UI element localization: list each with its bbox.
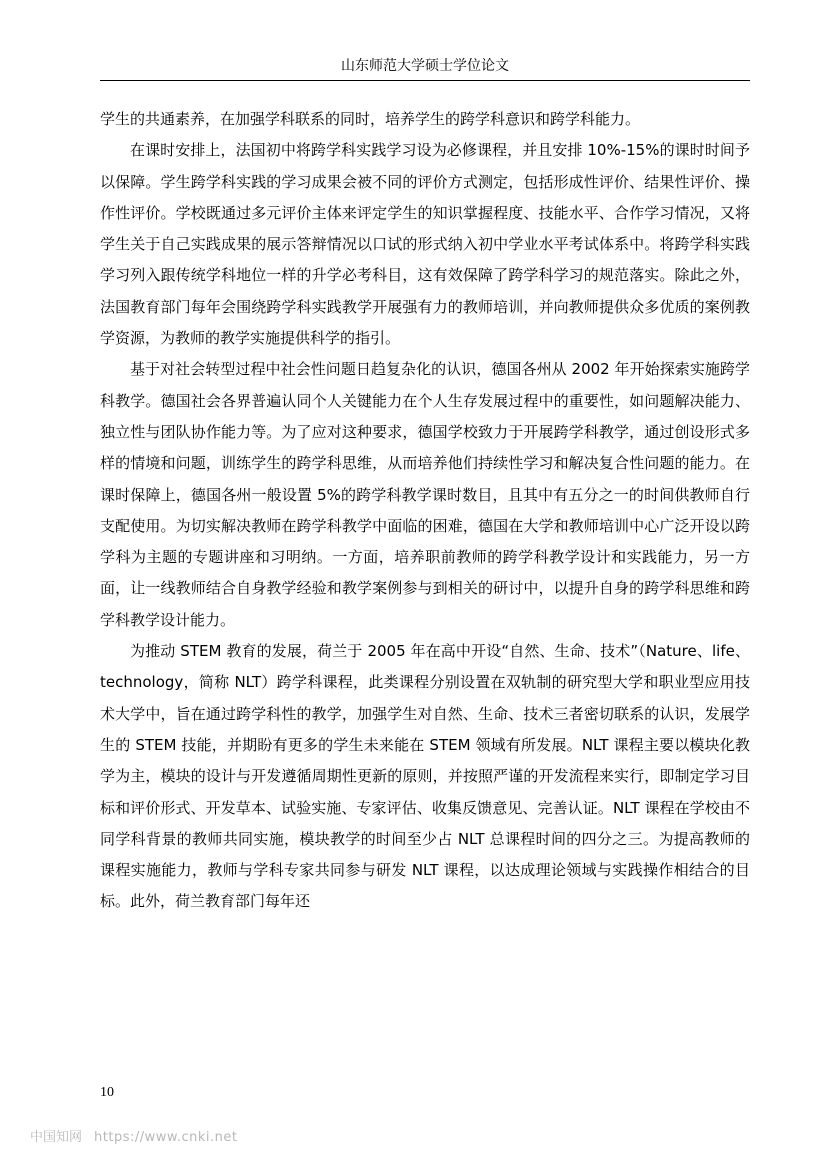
watermark-url: https://www.cnki.net (94, 1130, 238, 1145)
running-title: 山东师范大学硕士学位论文 (341, 58, 509, 74)
page-number: 10 (100, 1085, 114, 1100)
watermark-brand: 中国知网 (30, 1130, 83, 1145)
header-rule (100, 80, 750, 81)
cnki-watermark (30, 1126, 237, 1145)
body-text (100, 104, 750, 918)
paragraph-france: 在课时安排上，法国初中将跨学科实践学习设为必修课程，并且安排 10%-15%的课时时间予以保障。学生跨学科实践的学习成果会被不同的评价方式测定，包括形成性评价、结果性评价、操作性评价。学校既通过多元评价主体来评定学生的知识掌握程度、技能水平、合作学习情况，又将学生关于自己实践成果的展示答辩情况以口试的形式纳入初中学业水平考试体系中。将跨学科实践学习列入跟传统学科地位一样的升学必考科目，这有效保障了跨学科学习的规范落实。除此之外，法国教育部门每年会围绕跨学科实践教学开展强有力的教师培训，并向教师提供众多优质的案例教学资源，为教师的教学实施提供科学的指引。 (100, 141, 750, 348)
paragraph-continuation: 学生的共通素养，在加强学科联系的同时，培养学生的跨学科意识和跨学科能力。 (100, 110, 641, 128)
paragraph-germany: 基于对社会转型过程中社会性问题日趋复杂化的认识，德国各州从 2002 年开始探索实施跨学科教学。德国社会各界普遍认同个人关键能力在个人生存发展过程中的重要性，如问题解决能力、独立性与团队协作能力等。为了应对这种要求，德国学校致力于开展跨学科教学，通过创设形式多样的情境和问题，训练学生的跨学科思维，从而培养他们持续性学习和解决复合性问题的能力。在课时保障上，德国各州一般设置 5%的跨学科教学课时数目，且其中有五分之一的时间供教师自行支配使用。为切实解决教师在跨学科教学中面临的困难，德国在大学和教师培训中心广泛开设以跨学科为主题的专题讲座和习明纳。一方面，培养职前教师的跨学科教学设计和实践能力，另一方面，让一线教师结合自身教学经验和教学案例参与到相关的研讨中，以提升自身的跨学科思维和跨学科教学设计能力。 (100, 360, 750, 629)
paragraph-netherlands: 为推动 STEM 教育的发展，荷兰于 2005 年在高中开设“自然、生命、技术”（Nature、life、technology，简称 NLT）跨学科课程，此类课程分别设置在双轨制的研究型大学和职业型应用技术大学中，旨在通过跨学科性的教学，加强学生对自然、生命、技术三者密切联系的认识，发展学生的 STEM 技能，并期盼有更多的学生未来能在 STEM 领域有所发展。NLT 课程主要以模块化教学为主，模块的设计与开发遵循周期性更新的原则，并按照严谨的开发流程来实行，即制定学习目标和评价形式、开发草本、试验实施、专家评估、收集反馈意见、完善认证。NLT 课程在学校由不同学科背景的教师共同实施，模块教学的时间至少占 NLT 总课程时间的四分之三。为提高教师的课程实施能力，教师与学科专家共同参与研发 NLT 课程，以达成理论领域与实践操作相结合的目标。此外，荷兰教育部门每年还 (100, 642, 750, 911)
